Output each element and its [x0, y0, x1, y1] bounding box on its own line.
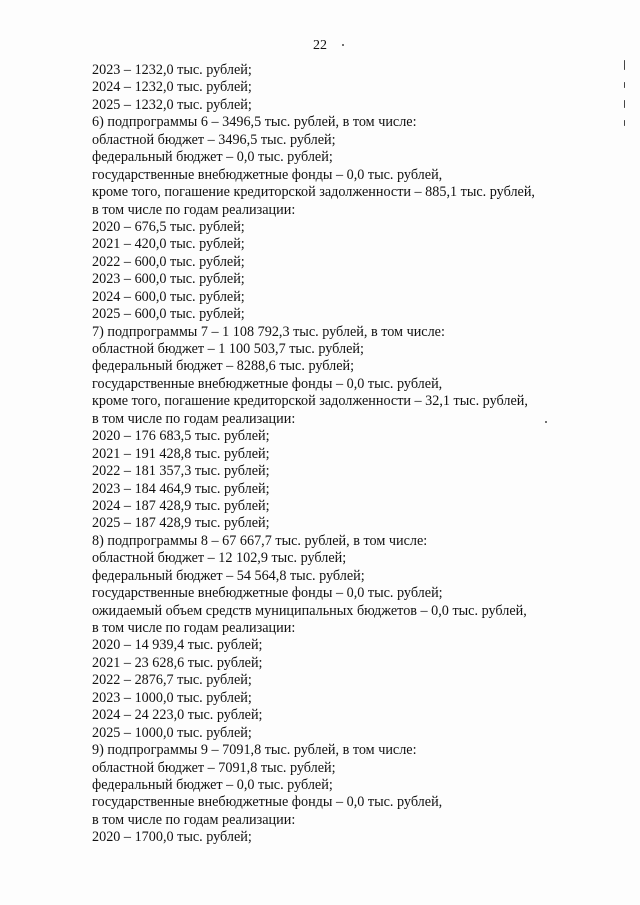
- text-line: 2020 – 14 939,4 тыс. рублей;: [92, 637, 263, 654]
- text-line: 2021 – 420,0 тыс. рублей;: [92, 236, 245, 253]
- text-line: федеральный бюджет – 0,0 тыс. рублей;: [92, 776, 333, 793]
- scan-speck: [545, 421, 547, 423]
- text-line: государственные внебюджетные фонды – 0,0 тыс. рублей,: [92, 794, 443, 811]
- text-line: 9) подпрограммы 9 – 7091,8 тыс. рублей, в том числе:: [92, 742, 417, 759]
- text-line: ожидаемый объем средств муниципальных бюджетов – 0,0 тыс. рублей,: [92, 602, 527, 619]
- text-line: областной бюджет – 3496,5 тыс. рублей;: [92, 131, 336, 148]
- text-line: в том числе по годам реализации:: [92, 620, 296, 636]
- text-line: 2020 – 176 683,5 тыс. рублей;: [92, 428, 270, 445]
- text-line: 7) подпрограммы 7 – 1 108 792,3 тыс. рублей, в том числе:: [92, 323, 445, 340]
- text-line: 2020 – 676,5 тыс. рублей;: [92, 218, 245, 235]
- text-line: областной бюджет – 12 102,9 тыс. рублей;: [92, 550, 347, 567]
- text-line: в том числе по годам реализации:: [92, 811, 296, 828]
- text-line: в том числе по годам реализации:: [92, 201, 296, 218]
- text-line: государственные внебюджетные фонды – 0,0 тыс. рублей,: [92, 166, 443, 183]
- text-line: 2022 – 600,0 тыс. рублей;: [92, 253, 245, 270]
- text-line: областной бюджет – 1 100 503,7 тыс. рублей;: [92, 341, 364, 357]
- text-line: 2023 – 600,0 тыс. рублей;: [92, 271, 245, 288]
- text-line: 2025 – 1000,0 тыс. рублей;: [92, 724, 252, 741]
- text-line: федеральный бюджет – 54 564,8 тыс. рублей;: [92, 567, 365, 584]
- text-line: 2025 – 600,0 тыс. рублей;: [92, 306, 245, 323]
- text-line: в том числе по годам реализации:: [92, 410, 296, 427]
- text-line: кроме того, погашение кредиторской задолженности – 32,1 тыс. рублей,: [92, 393, 528, 410]
- scan-speck: [624, 100, 625, 108]
- text-line: государственные внебюджетные фонды – 0,0 тыс. рублей,: [92, 375, 443, 392]
- text-line: 2023 – 1232,0 тыс. рублей;: [92, 62, 252, 78]
- text-line: кроме того, погашение кредиторской задолженности – 885,1 тыс. рублей,: [92, 184, 535, 201]
- scan-speck: [624, 82, 625, 88]
- text-line: федеральный бюджет – 0,0 тыс. рублей;: [92, 149, 333, 166]
- page-number: 22: [313, 38, 327, 53]
- text-line: 2024 – 187 428,9 тыс. рублей;: [92, 497, 270, 514]
- text-line: государственные внебюджетные фонды – 0,0 тыс. рублей;: [92, 585, 443, 602]
- text-line: 6) подпрограммы 6 – 3496,5 тыс. рублей, в том числе:: [92, 114, 417, 131]
- text-line: 2024 – 24 223,0 тыс. рублей;: [92, 707, 263, 724]
- text-line: 2025 – 187 428,9 тыс. рублей;: [92, 515, 270, 532]
- text-line: областной бюджет – 7091,8 тыс. рублей;: [92, 759, 336, 776]
- text-line: 2025 – 1232,0 тыс. рублей;: [92, 96, 252, 113]
- text-line: 8) подпрограммы 8 – 67 667,7 тыс. рублей, в том числе:: [92, 532, 428, 549]
- scan-speck: [342, 44, 344, 46]
- text-line: 2023 – 184 464,9 тыс. рублей;: [92, 480, 270, 497]
- text-line: 2021 – 191 428,8 тыс. рублей;: [92, 445, 270, 462]
- text-line: 2023 – 1000,0 тыс. рублей;: [92, 689, 252, 706]
- text-line: 2024 – 600,0 тыс. рублей;: [92, 288, 245, 305]
- text-line: 2020 – 1700,0 тыс. рублей;: [92, 829, 252, 846]
- text-line: 2024 – 1232,0 тыс. рублей;: [92, 79, 252, 96]
- scan-speck: [624, 120, 625, 126]
- text-line: 2022 – 2876,7 тыс. рублей;: [92, 672, 252, 689]
- text-line: 2022 – 181 357,3 тыс. рублей;: [92, 463, 270, 480]
- text-line: 2021 – 23 628,6 тыс. рублей;: [92, 654, 263, 671]
- text-line: федеральный бюджет – 8288,6 тыс. рублей;: [92, 358, 355, 375]
- document-body: [92, 62, 612, 847]
- scan-speck: [624, 60, 625, 70]
